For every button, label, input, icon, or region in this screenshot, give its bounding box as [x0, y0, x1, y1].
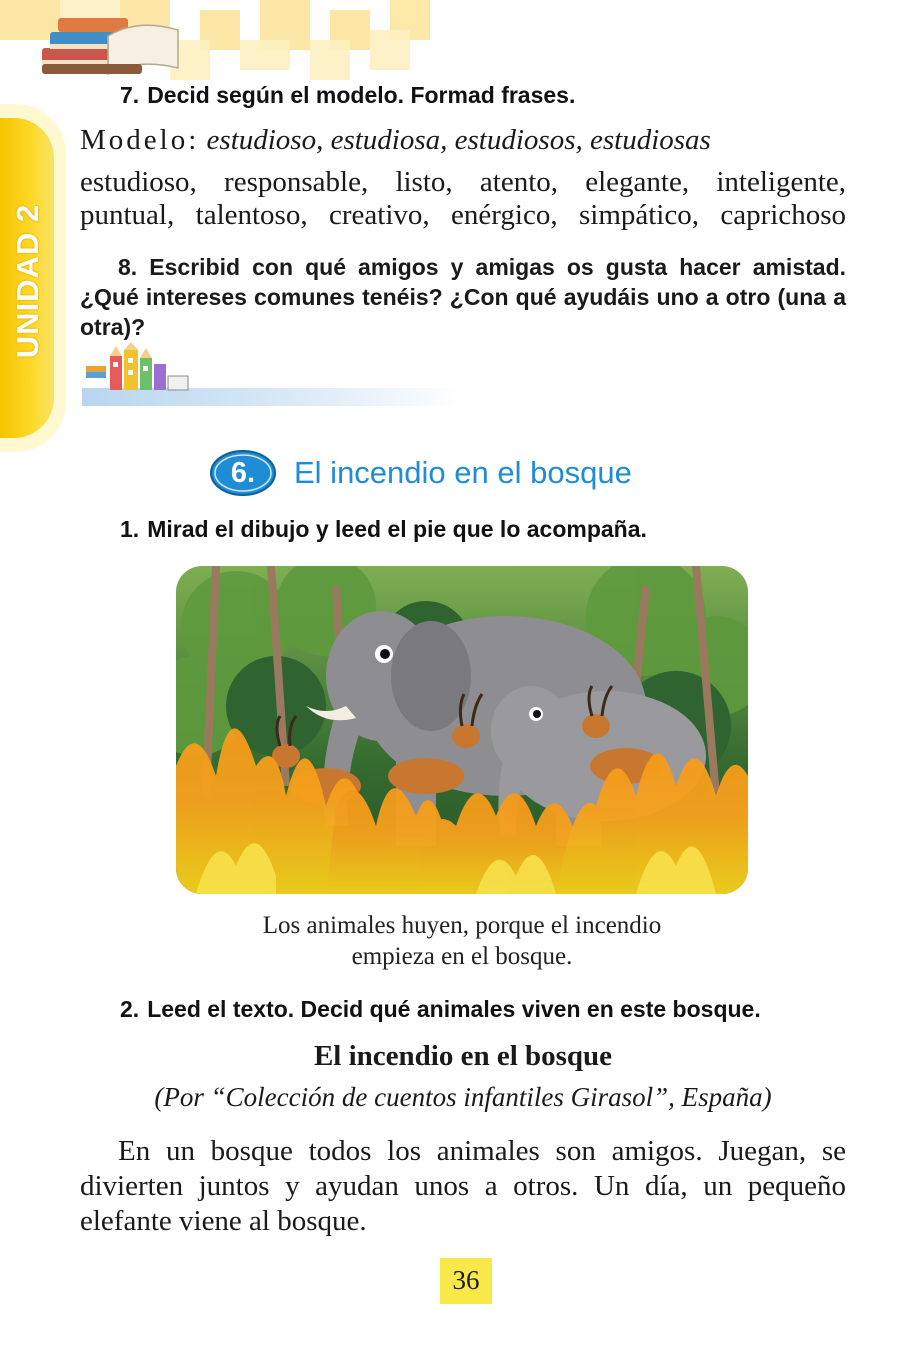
story-source: (Por “Colección de cuentos infantiles Girasol”, España): [154, 1082, 772, 1112]
exercise-2-text: Leed el texto. Decid qué animales viven en este bosque.: [147, 996, 761, 1022]
exercise-2-instruction: [120, 996, 761, 1023]
word-list-line-1: estudioso, responsable, listo, atento, elegante, inteligente,: [80, 166, 846, 198]
exercise-7-instruction: [120, 82, 575, 109]
forest-fire-illustration: [176, 566, 748, 894]
exercise-8-instruction: [80, 252, 846, 342]
exercise-1-text: Mirad el dibujo y leed el pie que lo acompaña.: [147, 516, 647, 542]
exercise-8-number: 8.: [118, 254, 138, 280]
caption-line-1: Los animales huyen, porque el incendio: [262, 912, 662, 939]
story-title: El incendio en el bosque: [313, 1040, 613, 1072]
unit-label: UNIDAD 2: [10, 203, 45, 359]
caption-line-2: empieza en el bosque.: [351, 943, 573, 970]
exercise-1-instruction: [120, 516, 647, 543]
page-number: 36: [440, 1258, 492, 1304]
exercise-8-text: Escribid con qué amigos y amigas os gusta hacer amistad. ¿Qué intereses comunes tenéis? ¿Con qué ayudáis uno a otro (una a otra)?: [80, 254, 847, 340]
picture-caption: [176, 910, 748, 972]
exercise-2-number: 2.: [120, 996, 140, 1022]
model-label: Modelo:: [80, 124, 200, 156]
word-list-line-2: puntual, talentoso, creativo, enérgico, simpático, caprichoso: [80, 199, 846, 231]
story-body-text: En un bosque todos los animales son amigos. Juegan, se divierten juntos y ayudan unos a otros. Un día, un pequeño elefante viene al bosque.: [80, 1135, 846, 1237]
model-text: estudioso, estudiosa, estudiosos, estudiosas: [206, 124, 711, 156]
model-line: [80, 124, 846, 157]
section-title: El incendio en el bosque: [294, 455, 632, 490]
books-icon: [38, 8, 188, 80]
exercise-7-text: Decid según el modelo. Formad frases.: [147, 82, 576, 108]
exercise-1-number: 1.: [120, 516, 140, 542]
exercise-7-number: 7.: [120, 82, 140, 108]
story-body: [80, 1134, 846, 1239]
pencil-town-icon: [82, 342, 192, 394]
section-number: 6.: [230, 457, 256, 489]
